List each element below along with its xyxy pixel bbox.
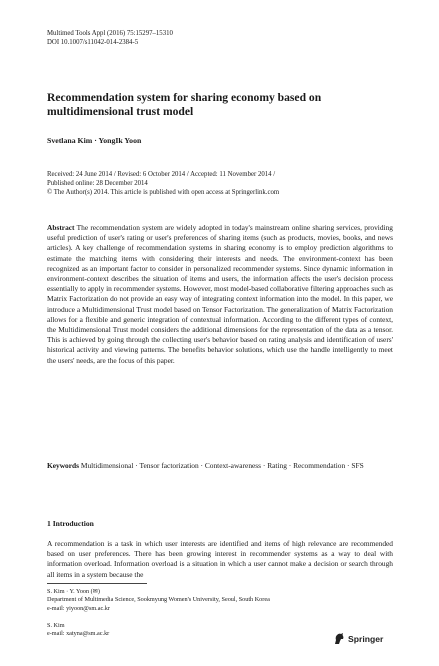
footnote-department: Department of Multimedia Science, Sookmyung Women's University, Seoul, South Korea (47, 596, 270, 604)
section-heading-introduction: 1 Introduction (47, 519, 94, 528)
introduction-text: A recommendation is a task in which user interests are identified and items of high relevance are recommended based on user preferences. There has been growing interest in recommender systems as a way to deal with information overload. Information overload is a situation in which a user cannot make a decision or search through all items in a system because the (47, 539, 393, 579)
keywords-label: Keywords (47, 461, 80, 470)
footnote-author-2: S. Kim (47, 622, 65, 629)
footnote-email-1: e-mail: yiyoon@sm.ac.kr (47, 604, 110, 612)
keywords-text: Multidimensional · Tensor factorization · Context-awareness · Rating · Recommendation · SFS (80, 461, 364, 470)
footnote-email-2: e-mail: xatyna@sm.ac.kr (47, 630, 110, 638)
journal-header (47, 29, 173, 47)
published-line: Published online: 28 December 2014 (47, 180, 148, 187)
abstract (47, 223, 393, 366)
doi: DOI 10.1007/s11042-014-2384-5 (47, 39, 139, 46)
article-title: Recommendation system for sharing economy based on multidimensional trust model (47, 91, 322, 118)
journal-citation: Multimed Tools Appl (2016) 75:15297–15310 (47, 30, 173, 37)
copyright-line: © The Author(s) 2014. This article is published with open access at Springerlink.com (47, 189, 280, 196)
authors: Svetlana Kim · YongIk Yoon (47, 136, 142, 145)
footnote-divider (47, 583, 147, 584)
article-history (47, 170, 407, 197)
publisher-logo (333, 633, 383, 645)
footnote-authors: S. Kim · Y. Yoon (✉) (47, 588, 100, 595)
keywords (47, 461, 393, 471)
abstract-text: The recommendation system are widely adopted in today's mainstream online sharing services, providing useful prediction of user's rating or user's preferences of sharing items (such as products, movies, books, and news articles). A key challenge of recommendation systems in sharing economy is to employ prediction algorithms to estimate the matching items with considering their interests and needs. The environment-context has been recognized as an important factor to consider in personalized recommender systems. Since dynamic information in environment-context describes the situation of items and users, the information affects the user's decision process essentially to apply in recommender systems. However, most model-based collaborative filtering approaches such as Matrix Factorization do not provide an easy way of integrating context information into the model. In this paper, we introduce a Multidimensional Trust model based on Tensor Factorization. The generalization of Matrix Factorization allows for a flexible and generic integration of contextual information. According to the different types of context, the Multidimensional Trust model considers the additional dimensions for the representation of the data as a tensor. This is achieved by going through the collecting user's behavior based on rating analysis and identification of users' historical activity and viewing patterns. The benefits behavior solutions, which use the handle intelligently to meet the users' needs, are the focus of this paper. (47, 223, 393, 365)
author-affiliation (47, 588, 407, 613)
abstract-label: Abstract (47, 223, 75, 232)
publisher-name: Springer (348, 634, 384, 644)
springer-horse-icon (333, 633, 345, 645)
dates-line: Received: 24 June 2014 / Revised: 6 October 2014 / Accepted: 11 November 2014 / (47, 171, 276, 178)
author-contact (47, 622, 347, 639)
